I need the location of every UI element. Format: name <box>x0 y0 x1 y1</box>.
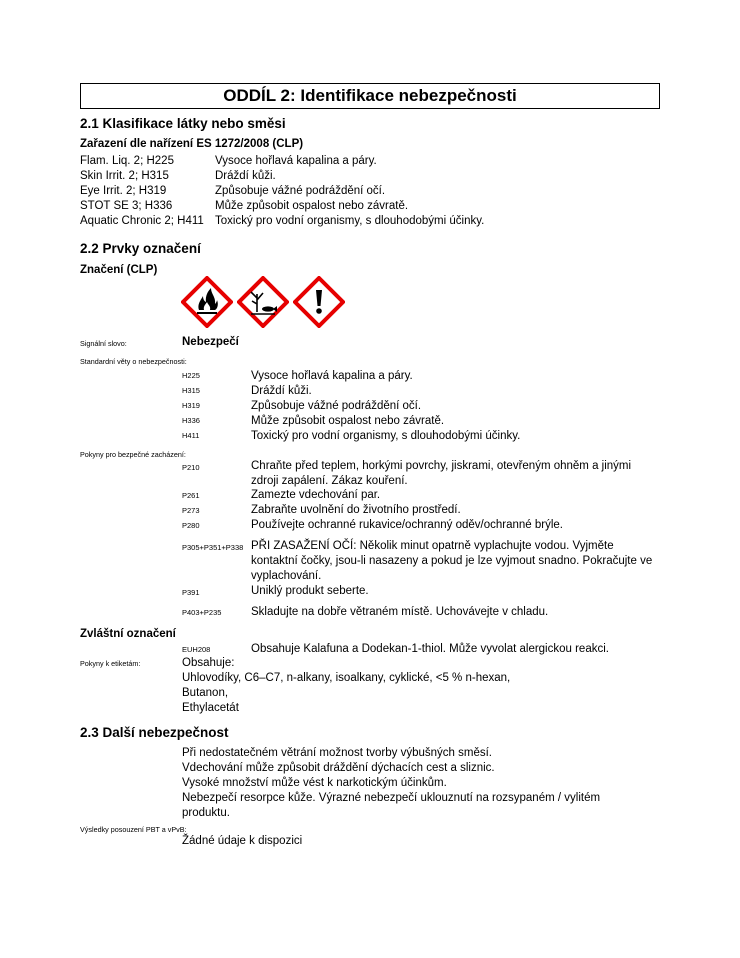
classification-code: Aquatic Chronic 2; H411 <box>80 215 204 227</box>
precaution-code: P403+P235 <box>182 608 222 617</box>
classification-text: Dráždí kůži. <box>215 170 276 182</box>
special-labelling-title: Zvláštní označení <box>80 628 176 640</box>
special-text: Obsahuje Kalafuna a Dodekan-1-thiol. Může vyvolat alergickou reakci. <box>251 643 609 655</box>
precaution-text: Chraňte před teplem, horkými povrchy, jiskrami, otevřeným ohněm a jinými zdroji zapálení. Zákaz kouření. <box>251 460 632 487</box>
precaution-code: P391 <box>182 588 200 597</box>
precaution-code: P280 <box>182 521 200 530</box>
precaution-code: P305+P351+P338 <box>182 543 244 552</box>
pbt-value: Žádné údaje k dispozici <box>182 835 303 847</box>
other-hazard-line: Nebezpečí resorpce kůže. Výrazné nebezpečí uklouznutí na rozsypaném / vylitém produktu. <box>182 792 601 819</box>
section-2-3-title: 2.3 Další nebezpečnost <box>80 725 229 740</box>
precaution-text: Zamezte vdechování par. <box>251 489 381 501</box>
flame-icon <box>181 276 233 328</box>
precaution-text: Skladujte na dobře větraném místě. Uchovávejte v chladu. <box>251 606 549 618</box>
exclamation-icon <box>293 276 345 328</box>
section-2-1-title: 2.1 Klasifikace látky nebo směsi <box>80 116 286 131</box>
labelling-subtitle: Značení (CLP) <box>80 264 158 276</box>
classification-code: Skin Irrit. 2; H315 <box>80 170 169 182</box>
label-note: Uhlovodíky, C6–C7, n-alkany, isoalkany, cyklické, <5 % n-hexan, <box>182 672 511 684</box>
classification-code: STOT SE 3; H336 <box>80 200 173 212</box>
hazard-code: H225 <box>182 371 200 380</box>
precaution-code: P261 <box>182 491 200 500</box>
hazard-code: H411 <box>182 431 200 440</box>
section-2-2-title: 2.2 Prvky označení <box>80 241 201 256</box>
precaution-code: P273 <box>182 506 200 515</box>
pbt-label: Výsledky posouzení PBT a vPvB: <box>80 825 187 834</box>
precaution-text: Používejte ochranné rukavice/ochranný oděv/ochranné brýle. <box>251 519 563 531</box>
signal-word: Nebezpečí <box>182 336 239 348</box>
classification-code: Eye Irrit. 2; H319 <box>80 185 167 197</box>
classification-text: Může způsobit ospalost nebo závratě. <box>215 200 409 212</box>
precaution-text: Zabraňte uvolnění do životního prostředí. <box>251 504 461 516</box>
label-note: Butanon, <box>182 687 229 699</box>
label-note: Ethylacetát <box>182 702 239 714</box>
precautionary-statements-label: Pokyny pro bezpečné zacházení: <box>80 450 186 459</box>
classification-text: Toxický pro vodní organismy, s dlouhodobými účinky. <box>215 215 485 227</box>
label-notes-label: Pokyny k etiketám: <box>80 659 141 668</box>
hazard-statements-label: Standardní věty o nebezpečnosti: <box>80 357 187 366</box>
environment-icon <box>237 276 289 328</box>
other-hazard-line: Vysoké množství může vést k narkotickým účinkům. <box>182 777 447 789</box>
other-hazard-line: Při nedostatečném větrání možnost tvorby výbušných směsí. <box>182 747 492 759</box>
section-title: ODDÍL 2: Identifikace nebezpečnosti <box>80 83 660 109</box>
hazard-text: Toxický pro vodní organismy, s dlouhodobými účinky. <box>251 430 521 442</box>
precaution-text: PŘI ZASAŽENÍ OČÍ: Několik minut opatrně vyplachujte vodou. Vyjměte kontaktní čočky, jsou-li nasazeny a pokud je lze vyjmout snadno. Pokračujte ve vyplachování. <box>251 540 653 582</box>
hazard-code: H315 <box>182 386 200 395</box>
hazard-text: Může způsobit ospalost nebo závratě. <box>251 415 445 427</box>
hazard-text: Způsobuje vážné podráždění očí. <box>251 400 422 412</box>
classification-subtitle: Zařazení dle nařízení ES 1272/2008 (CLP) <box>80 138 304 150</box>
hazard-text: Vysoce hořlavá kapalina a páry. <box>251 370 413 382</box>
hazard-text: Dráždí kůži. <box>251 385 312 397</box>
signal-word-label: Signální slovo: <box>80 339 127 348</box>
classification-text: Způsobuje vážné podráždění očí. <box>215 185 386 197</box>
other-hazard-line: Vdechování může způsobit dráždění dýchacích cest a sliznic. <box>182 762 495 774</box>
precaution-text: Uniklý produkt seberte. <box>251 585 369 597</box>
hazard-code: H336 <box>182 416 200 425</box>
classification-text: Vysoce hořlavá kapalina a páry. <box>215 155 377 167</box>
label-note: Obsahuje: <box>182 657 235 669</box>
precaution-code: P210 <box>182 463 200 472</box>
hazard-code: H319 <box>182 401 200 410</box>
special-code: EUH208 <box>182 645 211 654</box>
classification-code: Flam. Liq. 2; H225 <box>80 155 174 167</box>
